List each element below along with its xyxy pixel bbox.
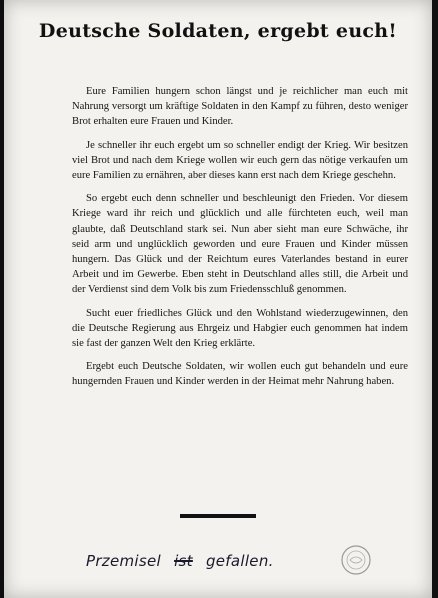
- handwritten-word-struck: ist: [174, 552, 193, 570]
- paragraph-3: So ergebt euch denn schneller und beschleunigt den Frieden. Vor diesem Kriege ward ihr reich und glücklich und alle fürchteten euch, weil man glaubte, daß Deutschland stark sei. Nun aber sieht man eure Schwäche, ihr seid arm und unglücklich geworden und eure Frauen und Kinder müssen hungern. Das Glück und der Reichtum eures Vaterlandes bestand in eurer Arbeit und im Gewerbe. Eben steht in Deutschland alles still, die Arbeit und der Verdienst sind dem Volk bis zum Friedensschluß genommen.: [72, 193, 408, 296]
- paragraph-1: Eure Familien hungern schon längst und je reichlicher man euch mit Nahrung versorgt um kräftige Soldaten in den Kampf zu führen, desto weniger Brot erhalten eure Frauen und Kinder.: [72, 86, 408, 128]
- paragraph-2: Je schneller ihr euch ergebt um so schneller endigt der Krieg. Wir besitzen viel Brot und nach dem Kriege wollen wir euch gern das nötige verkaufen um eure Familien zu ernähren, aber dieses kann erst nach dem Kriege geschehn.: [72, 139, 408, 182]
- leaflet-title: Deutsche Soldaten, ergebt euch!: [38, 20, 398, 42]
- leaflet-page: [4, 0, 432, 598]
- handwritten-word-fallen: gefallen.: [205, 552, 274, 570]
- leaflet-body: [72, 84, 408, 398]
- archive-stamp-icon: [340, 544, 372, 576]
- scan-edge-right: [432, 0, 438, 598]
- paragraph-4: Sucht euer friedliches Glück und den Wohlstand wiederzugewinnen, den die Deutsche Regierung aus Ehrgeiz und Habgier euch genommen hat indem sie fast der ganzen Welt den Krieg erklärte.: [72, 307, 408, 350]
- handwritten-word-place: Przemisel: [86, 552, 162, 570]
- closing-rule: [180, 514, 256, 518]
- handwritten-note: [86, 552, 282, 570]
- paragraph-5: Ergebt euch Deutsche Soldaten, wir wollen euch gut behandeln und eure hungernden Frauen und Kinder werden in der Heimat mehr Nahrung haben.: [72, 361, 408, 388]
